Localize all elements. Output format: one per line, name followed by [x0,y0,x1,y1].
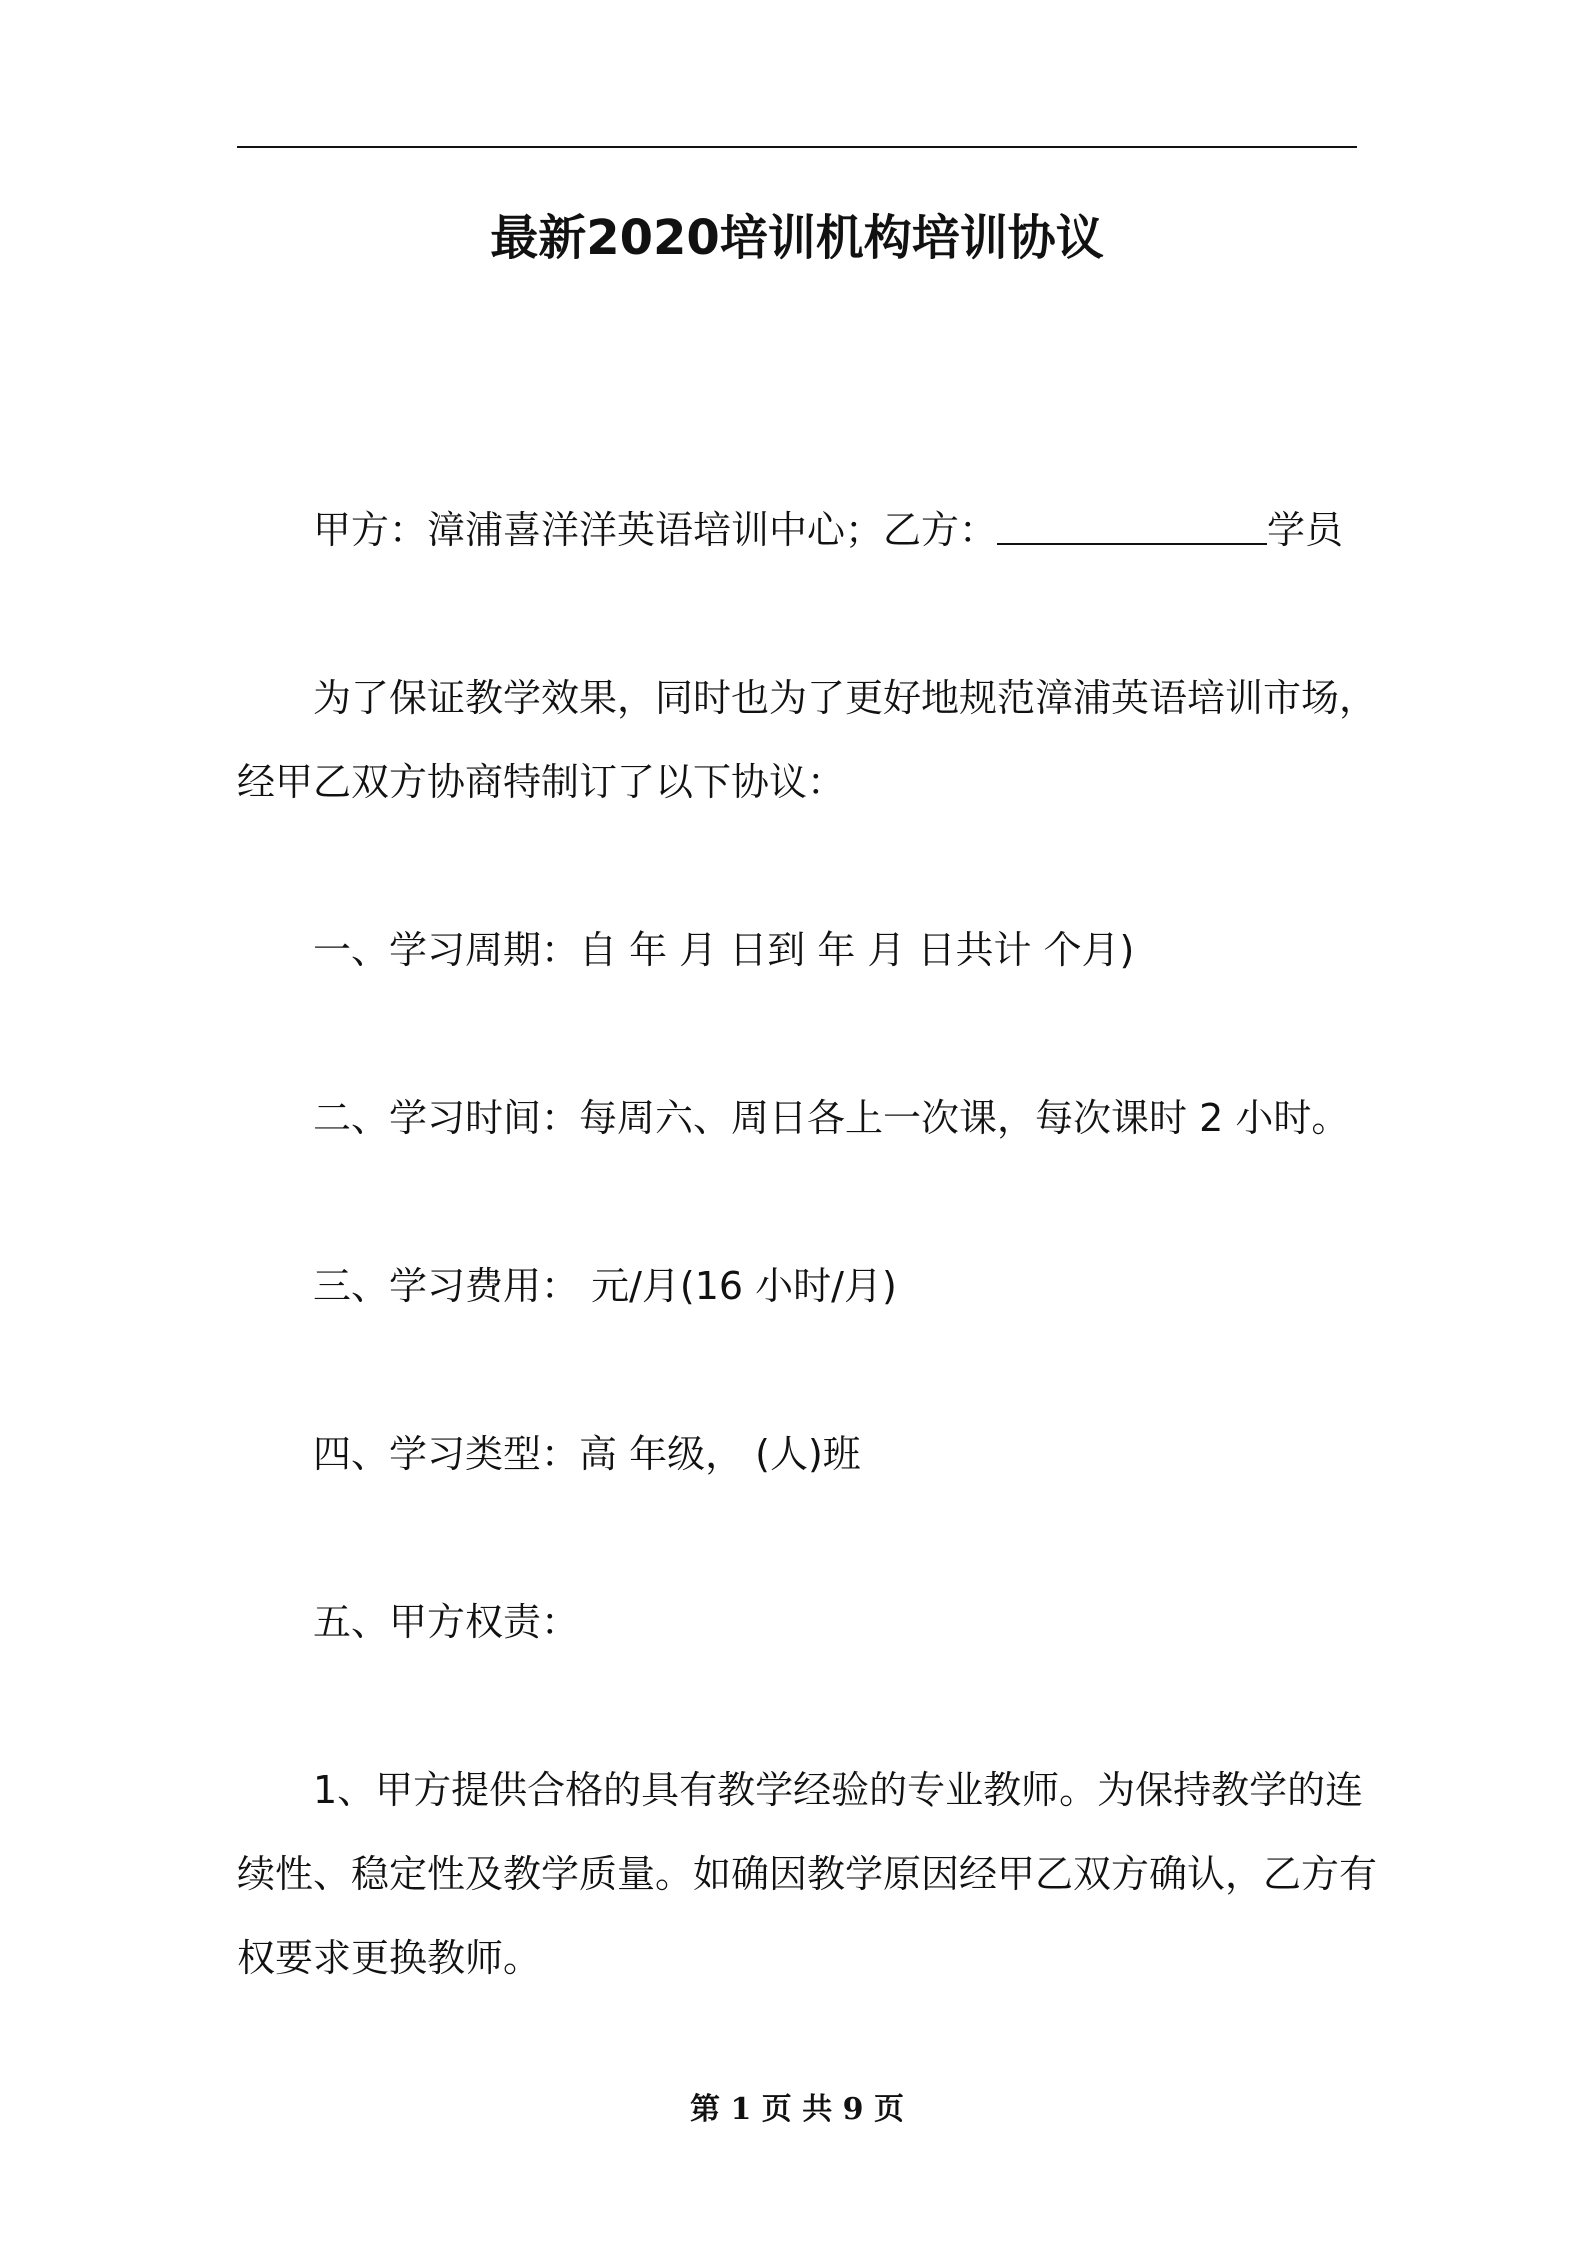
item-study-period: 一、学习周期：自 年 月 日到 年 月 日共计 个月) [313,928,1135,972]
parties-line [237,488,1357,572]
page-number: 第 1 页 共 9 页 [690,2092,904,2127]
clause-1-line-2: 续性、稳定性及教学质量。如确因教学原因经甲乙双方确认，乙方有 [237,1852,1378,1896]
item-study-fee: 三、学习费用： 元/月(16 小时/月) [313,1264,897,1308]
header-rule [237,146,1357,148]
party-b-suffix: 学员 [1267,508,1344,552]
party-b-blank [997,513,1267,545]
document-title: 最新2020培训机构培训协议 [490,210,1104,266]
intro-line-1: 为了保证教学效果，同时也为了更好地规范漳浦英语培训市场， [313,676,1378,720]
item-study-type: 四、学习类型：高 年级， (人)班 [313,1432,861,1476]
party-a-text: 甲方：漳浦喜洋洋英语培训中心；乙方： [313,508,998,552]
intro-line-2: 经甲乙双方协商特制订了以下协议： [237,760,846,804]
clause-1-line-3: 权要求更换教师。 [237,1936,542,1980]
item-party-a-duties: 五、甲方权责： [313,1600,580,1644]
clause-1-line-1: 1、甲方提供合格的具有教学经验的专业教师。为保持教学的连 [313,1768,1364,1812]
item-study-time: 二、学习时间：每周六、周日各上一次课，每次课时 2 小时。 [313,1096,1350,1140]
